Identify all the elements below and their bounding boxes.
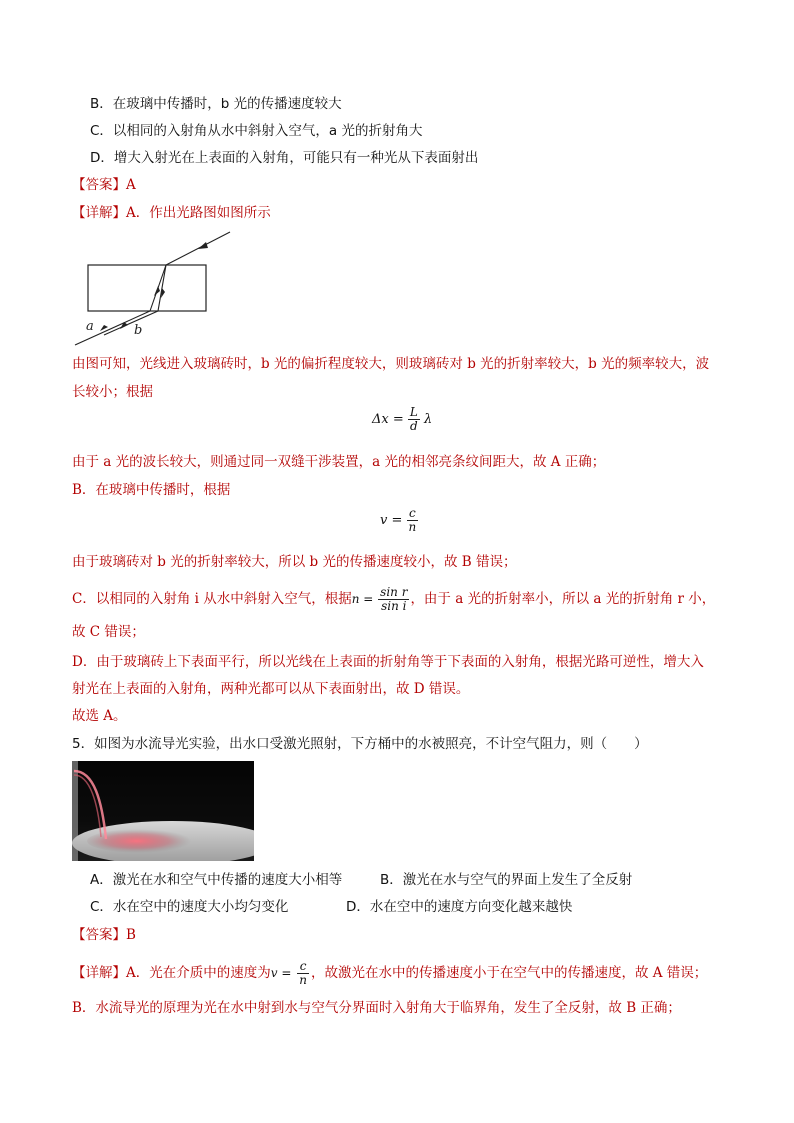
q4-para4: 由于玻璃砖对 b 光的折射率较大，所以 b 光的传播速度较小，故 B 错误； [72,554,517,570]
q5-detail-a-post: ，故激光在水中的传播速度小于在空气中的传播速度，故 A 错误； [310,965,708,981]
water-stream-edge [74,775,101,837]
formula2-den: n [408,520,417,534]
q4-para1-line1: 由图可知，光线进入玻璃砖时，b 光的偏折程度较大，则玻璃砖对 b 光的折射率较大，b 光的频率较大，波 [72,356,710,372]
q4-para2: 由于 a 光的波长较大，则通过同一双缝干涉装置，a 光的相邻亮条纹间距大，故 A 正确； [72,454,606,470]
detail-label: 【详解】 [72,205,126,221]
q4-option-d: D．增大入射光在上表面的入射角，可能只有一种光从下表面射出 [90,150,479,166]
formula-speed [380,507,418,534]
q5-detail-b: B．水流导光的原理为光在水中射到水与空气分界面时入射角大于临界角，发生了全反射，故 B 正确； [72,1000,681,1016]
inline-formula-lhs: n = [351,592,378,606]
q4-conclusion: 故选 A。 [72,708,127,724]
answer-label: 【答案】 [72,177,126,193]
q5-option-a: A．激光在水和空气中传播的速度大小相等 [90,872,343,888]
para5-formula [378,586,409,613]
q4-para5-line2: 故 C 错误； [72,624,145,640]
q5-formula-den: n [299,973,307,987]
detail-a-text: A．作出光路图如图所示 [126,205,271,221]
formula1-tail: λ [424,412,433,427]
q4-detail-a [72,203,271,223]
lit-water [87,829,197,853]
emergent-arrow-b [120,322,128,329]
formula2-fraction [407,507,419,534]
q5-option-c: C．水在空中的速度大小均匀变化 [90,899,289,915]
formula2-lhs: v = [380,513,403,528]
q5-detail-a [72,960,707,987]
label-a: a [86,319,94,334]
q5-detail-label: 【详解】 [72,965,126,981]
para5-post: ，由于 a 光的折射率小，所以 a 光的折射角 r 小， [410,591,716,607]
q4-option-b: B．在玻璃中传播时，b 光的传播速度较大 [90,96,342,112]
light-path-diagram [70,228,240,348]
q5-stem: 5．如图为水流导光实验，出水口受激光照射，下方桶中的水被照亮，不计空气阻力，则（ ） [72,736,648,752]
q4-answer [72,175,136,195]
q4-para6-line2: 射光在上表面的入射角，两种光都可以从下表面射出，故 D 错误。 [72,681,470,697]
formula1-num: L [409,405,418,419]
photo-drawing [72,761,254,861]
refracted-arrow-a [154,286,160,296]
q4-para5 [72,586,715,613]
para5-formula-den: sin i [381,599,407,613]
q5-detail-a-formula [297,960,309,987]
q5-formula-num: c [297,960,309,974]
q5-answer-value: B [126,927,136,943]
para5-formula-num: sin r [380,585,408,599]
water-light-guide-photo [72,761,254,861]
inline-formula-lhs: v = [270,966,296,980]
q5-option-b: B．激光在水与空气的界面上发生了全反射 [380,872,633,888]
glass-brick [88,265,206,311]
q4-para1-line2: 长较小；根据 [72,384,153,400]
para5-pre: C．以相同的入射角 i 从水中斜射入空气，根据 [72,591,352,607]
q5-answer-label: 【答案】 [72,927,126,943]
q4-para6-line1: D．由于玻璃砖上下表面平行，所以光线在上表面的折射角等于下表面的入射角，根据光路可逆性，增大入 [72,654,704,670]
q5-answer [72,925,136,945]
formula1-den: d [410,419,418,433]
emergent-ray-b [104,311,158,335]
incident-arrow [198,242,208,249]
q5-option-d: D．水在空中的速度方向变化越来越快 [346,899,573,915]
formula1-lhs: Δx = [372,412,404,427]
incident-ray [166,232,230,265]
answer-value: A [126,177,136,193]
label-b: b [134,323,143,338]
q5-detail-a-pre: A．光在介质中的速度为 [126,965,271,981]
formula2-num: c [407,507,419,521]
q4-para3: B．在玻璃中传播时，根据 [72,482,231,498]
formula-fringe-spacing [372,406,432,433]
q4-option-c: C．以相同的入射角从水中斜射入空气，a 光的折射角大 [90,123,423,139]
formula1-fraction [408,406,420,433]
